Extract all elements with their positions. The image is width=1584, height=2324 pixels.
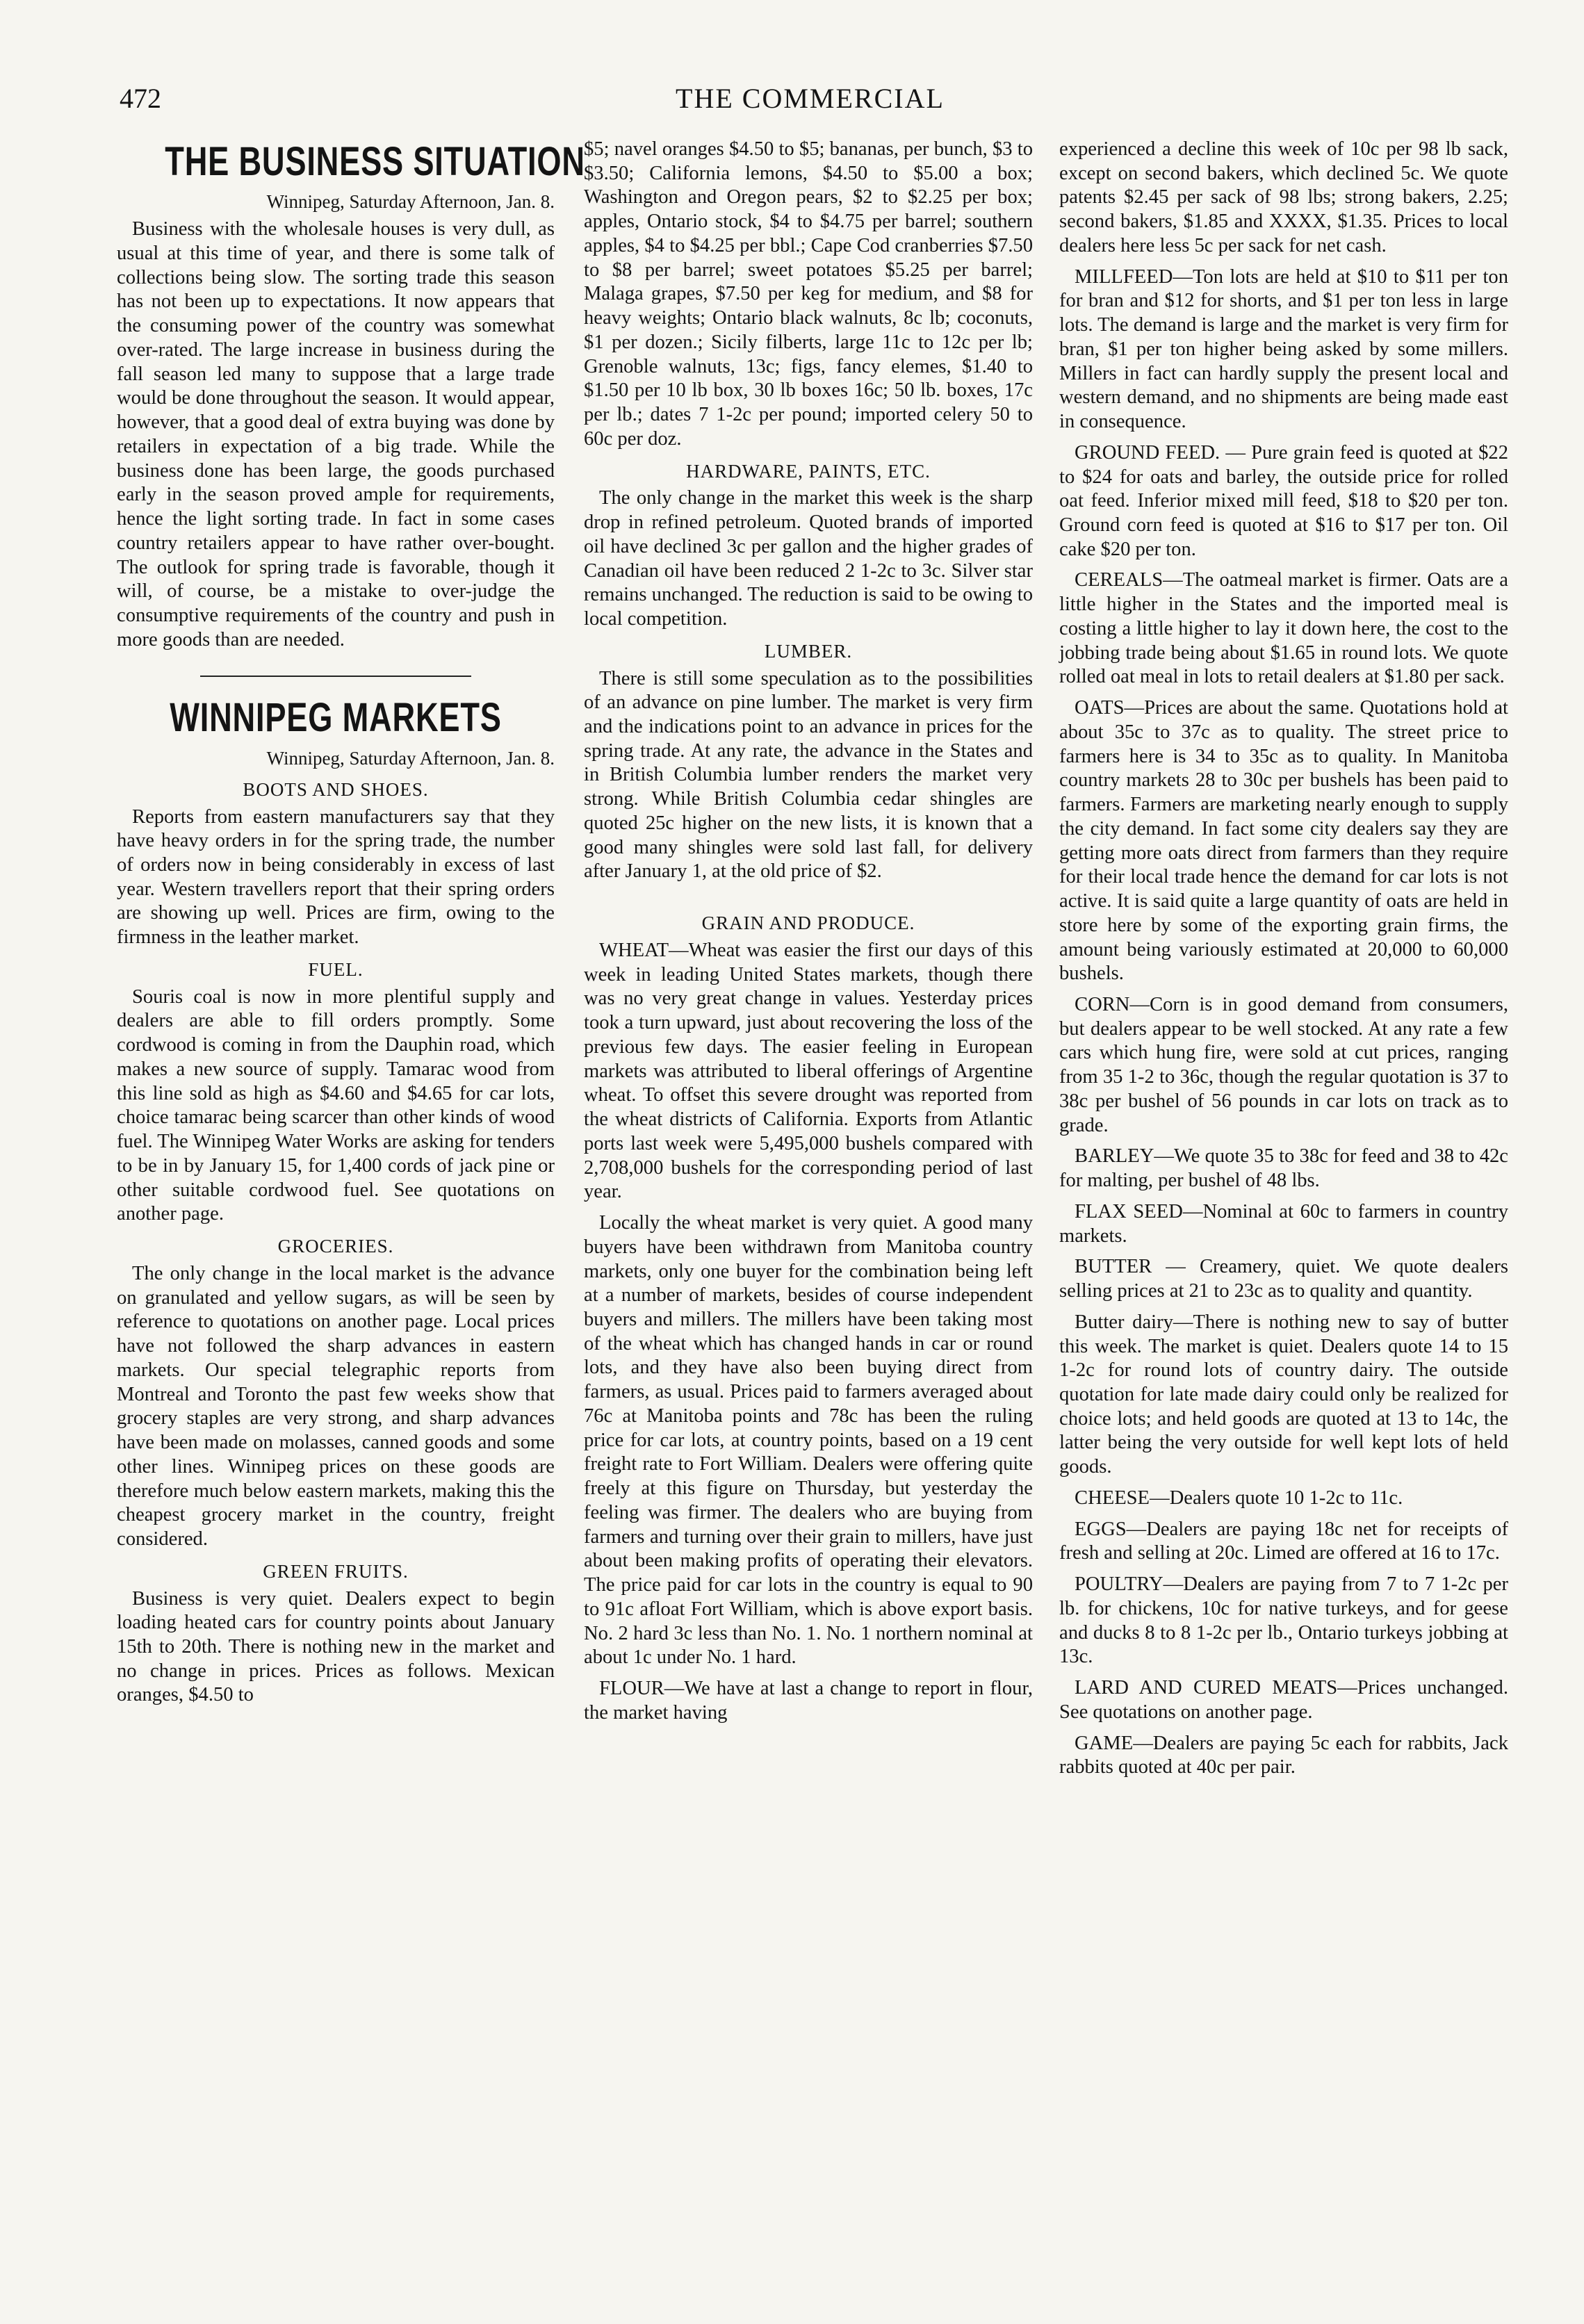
flour-body-part-2: experienced a decline this week of 10c per 98 lb sack, except on second bakers, which declined 5c. We quote patents $2.45 per sack of 98 lbs; strong bakers, 2.25; second bakers, $1.85 and XXXX, $1.35. Prices to local dealers here less 5c per sack for net cash.	[1059, 138, 1508, 256]
millfeed-body: MILLFEED—Ton lots are held at $10 to $11 per ton for bran and $12 for shorts, and $1 per ton less in large lots. The demand is large and the market is very firm for bran, $1 per ton higher being asked by some millers. Millers in fact can hardly supply the present local and western demand, and no shipments are being made east in consequence.	[1059, 265, 1508, 433]
lumber-heading: LUMBER.	[764, 640, 853, 662]
column-3	[1059, 138, 1508, 1787]
column-2	[584, 138, 1033, 1732]
fuel-heading: FUEL.	[308, 958, 364, 980]
business-situation-dateline: Winnipeg, Saturday Afternoon, Jan. 8.	[266, 191, 555, 213]
butter-body: BUTTER — Creamery, quiet. We quote dealers selling prices at 21 to 23c as to quality and quantity.	[1059, 1256, 1508, 1302]
fuel-body: Souris coal is now in more plentiful supply and dealers are able to fill orders promptly. Some cordwood is coming in from the Dauphin road, which makes a new source of supply. Tamarac wood from this line sold as high as $4.60 and $4.65 for car lots, choice tamarac being scarcer than other kinds of wood fuel. The Winnipeg Water Works are asking for tenders to be in by January 15, for 1,400 cords of jack pine or other suitable cordwood fuel. See quotations on another page.	[117, 985, 555, 1225]
flour-body-part-1: FLOUR—We have at last a change to report in flour, the market having	[584, 1677, 1033, 1724]
winnipeg-markets-dateline: Winnipeg, Saturday Afternoon, Jan. 8.	[266, 747, 555, 769]
wheat-body: WHEAT—Wheat was easier the first our days of this week in leading United States markets, though there was no very great change in values. Yesterday prices took a turn upward, just about recovering the loss of the previous few days. The easier feeling in European markets was attributed to liberal offerings of Argentine wheat. To offset this severe drought was reported from the wheat districts of California. Exports from Atlantic ports last week were 5,495,000 bushels compared with 2,708,000 bushels for the corresponding period of last year.	[584, 939, 1033, 1203]
page-number: 472	[120, 83, 161, 114]
green-fruits-body-part-2: $5; navel oranges $4.50 to $5; bananas, per bunch, $3 to $3.50; California lemons, $4.50 to $5.00 a box; Washington and Oregon pears, $2 to $2.25 per box; apples, Ontario stock, $4 to $4.75 per barrel; southern apples, $4 to $4.25 per bbl.; Cape Cod cranberries $7.50 to $8 per barrel; sweet potatoes $5.25 per barrel; Malaga grapes, $7.50 per keg for medium, and $8 for heavy weights; Ontario black walnuts, 8c lb; coconuts, $1 per dozen.; Sicily filberts, large 11c to 12c per lb; Grenoble walnuts, 13c; figs, fancy elemes, $1.40 to $1.50 per 10 lb box, 30 lb boxes 16c; 50 lb. boxes, 17c per lb.; dates 7 1-2c per pound; imported celery 50 to 60c per doz.	[584, 138, 1033, 450]
lard-and-cured-meats-body: LARD AND CURED MEATS—Prices unchanged. See quotations on another page.	[1059, 1677, 1508, 1723]
barley-body: BARLEY—We quote 35 to 38c for feed and 38 to 42c for malting, per bushel of 48 lbs.	[1059, 1145, 1508, 1192]
local-wheat-body: Locally the wheat market is very quiet. A good many buyers have been withdrawn from Manitoba country markets, only one buyer for the combination being left at a number of markets, besides of course independent buyers and millers. The millers have been taking most of the wheat which has changed hands in car or round lots, and they have also been buying direct from farmers, as usual. Prices paid to farmers averaged about 76c at Manitoba points and 78c has been the ruling price for car lots, at country points, based on a 19 cent freight rate to Fort William. Dealers were offering quite freely at this figure on Thursday, but yesterday the feeling was firmer. The dealers who are buying from farmers and turning over their grain to millers, have just about been making profits of operating their elevators. The price paid for car lots in the country is equal to 90 to 91c afloat Fort William, which is above export basis. No. 2 hard 3c less than No. 1. No. 1 northern nominal at about 1c under No. 1 hard.	[584, 1212, 1033, 1669]
cereals-body: CEREALS—The oatmeal market is firmer. Oats are a little higher in the States and the imported meal is costing a little higher to lay it down here, the cost to the jobbing trade being about $1.65 in round lots. We quote rolled oat meal in lots to retail dealers at $1.80 per sack.	[1059, 569, 1508, 688]
corn-body: CORN—Corn is in good demand from consumers, but dealers appear to be well stocked. At any rate a few cars which hung fire, were sold at cut prices, ranging from 35 1-2 to 36c, though the regular quotation is 37 to 38c per bushel of 56 pounds in car lots on track as to grade.	[1059, 993, 1508, 1136]
boots-and-shoes-heading: BOOTS AND SHOES.	[243, 778, 429, 800]
poultry-body: POULTRY—Dealers are paying from 7 to 7 1-2c per lb. for chickens, 10c for native turkeys, and for geese and ducks 8 to 8 1-2c per lb., Ontario turkeys jobbing at 13c.	[1059, 1573, 1508, 1668]
business-situation-title: THE BUSINESS SITUATION	[165, 139, 585, 184]
butter-dairy-body: Butter dairy—There is nothing new to say of butter this week. The market is quiet. Dealers quote 14 to 15 1-2c for round lots of country dairy. The outside quotation for late made dairy could only be realized for choice lots; and held goods are quoted at 13 to 14c, the latter being the very outside for well kept lots of held goods.	[1059, 1311, 1508, 1478]
grain-and-produce-heading: GRAIN AND PRODUCE.	[701, 913, 915, 934]
hardware-body: The only change in the market this week is the sharp drop in refined petroleum. Quoted brands of imported oil have declined 3c per gallon and the higher grades of Canadian oil have been reduced 2 1-2c to 3c. Silver star remains unchanged. The reduction is said to be owing to local competition.	[584, 487, 1033, 630]
section-divider	[200, 676, 472, 677]
game-body: GAME—Dealers are paying 5c each for rabbits, Jack rabbits quoted at 40c per pair.	[1059, 1732, 1508, 1778]
lumber-body: There is still some speculation as to the possibilities of an advance on pine lumber. The market is very firm and the indications point to an advance in prices for the spring trade. At any rate, the advance in the States and in British Columbia lumber renders the market very strong. While British Columbia cedar shingles are quoted 25c higher on the new lists, it is known that a good many shingles were sold last fall, for delivery after January 1, at the old price of $2.	[584, 667, 1033, 883]
business-situation-body: Business with the wholesale houses is very dull, as usual at this time of year, and there is some talk of collections being slow. The sorting trade this season has not been up to expectations. It now appears that the consuming power of the country was somewhat over-rated. The large increase in business during the fall season led many to suppose that a large trade would be done throughout the season. It would appear, however, that a good deal of extra buying was done by retailers in expectation of a big trade. While the business done has been large, the goods purchased early in the season proved ample for requirements, hence the light sorting trade. In fact in some cases country retailers appear to have rather over-bought. The outlook for spring trade is favorable, though it will, of course, be a mistake to over-judge the consumptive requirements of the country and push in more goods than are needed.	[117, 218, 555, 650]
journal-title: THE COMMERCIAL	[676, 83, 945, 114]
green-fruits-body-part-1: Business is very quiet. Dealers expect to begin loading heated cars for country points about January 15th to 20th. There is nothing new in the market and no change in prices. Prices as follows. Mexican oranges, $4.50 to	[117, 1587, 555, 1706]
hardware-heading: HARDWARE, PAINTS, ETC.	[686, 460, 931, 482]
cheese-body: CHEESE—Dealers quote 10 1-2c to 11c.	[1075, 1487, 1403, 1509]
boots-and-shoes-body: Reports from eastern manufacturers say that they have heavy orders in for the spring trade, the number of orders now in being considerably in excess of last year. Western travellers report that their spring orders are showing up well. Prices are firm, owing to the firmness in the leather market.	[117, 805, 555, 949]
flax-seed-body: FLAX SEED—Nominal at 60c to farmers in country markets.	[1059, 1200, 1508, 1247]
ground-feed-body: GROUND FEED. — Pure grain feed is quoted at $22 to $24 for oats and barley, the outside price for rolled oat feed. Inferior mixed mill feed, $18 to $20 per ton. Ground corn feed is quoted at $16 to $17 per ton. Oil cake $20 per ton.	[1059, 441, 1508, 560]
column-1	[117, 138, 585, 1715]
oats-body: OATS—Prices are about the same. Quotations hold at about 35c to 37c as to quality. The street price to farmers here is 34 to 35c as to quality. In Manitoba country markets 28 to 30c per bushels has been paid to farmers. Farmers are marketing nearly enough to supply the city demand. In fact some city dealers say they are getting more oats direct from farmers than they require for their local trade hence the demand for car lots is not active. It is said quite a large quantity of oats are held in store here by some of the exporting grain firms, the amount being variously estimated at 20,000 to 60,000 bushels.	[1059, 697, 1508, 985]
groceries-heading: GROCERIES.	[277, 1236, 394, 1257]
winnipeg-markets-title: WINNIPEG MARKETS	[170, 695, 502, 741]
running-head	[120, 82, 1501, 124]
eggs-body: EGGS—Dealers are paying 18c net for receipts of fresh and selling at 20c. Limed are offered at 16 to 17c.	[1059, 1518, 1508, 1564]
green-fruits-heading: GREEN FRUITS.	[263, 1560, 409, 1582]
groceries-body: The only change in the local market is the advance on granulated and yellow sugars, as will be seen by reference to quotations on another page. Local prices have not followed the sharp advances in eastern markets. Our special telegraphic reports from Montreal and Toronto the past few weeks show that grocery staples are very strong, and sharp advances have been made on molasses, canned goods and some other lines. Winnipeg prices on these goods are therefore much below eastern markets, making this the cheapest grocery market in the country, freight considered.	[117, 1262, 555, 1550]
